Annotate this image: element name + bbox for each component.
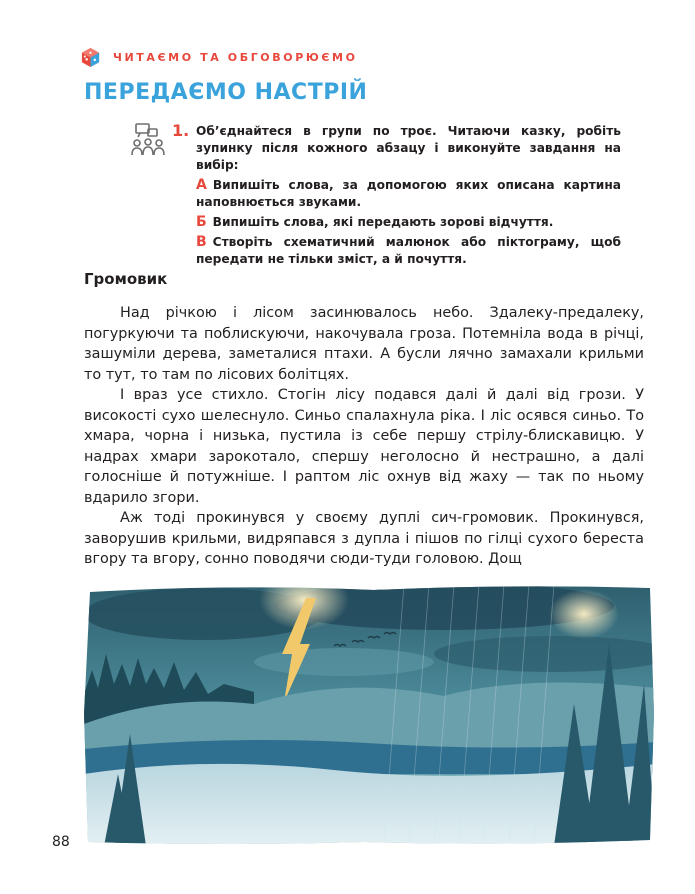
option-letter: А — [196, 177, 207, 193]
option-text: Випишіть слова, за допомогою яких описана картина наповнюється звуками. — [196, 178, 621, 209]
lightning-glow — [549, 589, 619, 639]
page-title: ПЕРЕДАЄМО НАСТРІЙ — [84, 80, 368, 105]
story-title: Громовик — [84, 270, 168, 288]
task-option-a — [196, 177, 621, 211]
story-paragraph: І враз усе стихло. Стогін лісу подався далі й далі від грози. У високості сухо шелеснуло. Синьо спалахнула ріка. І ліс осявся синьо. То хмара, чорна і низька, пустила із себе першу стрілу-блискавицю. У надрах хмари зарокотало, спершу неголосно й нестрашно, а далі голосніше й потужніше. І раптом ліс охнув від жаху — так по ньому вдарило згори. — [84, 387, 644, 506]
section-header — [80, 46, 358, 68]
section-label: ЧИТАЄМО ТА ОБГОВОРЮЄМО — [113, 50, 358, 64]
task-intro: Об’єднайтеся в групи по троє. Читаючи казку, робіть зупинку після кожного абзацу і виконуйте завдання на вибір: — [196, 124, 621, 172]
task-option-b — [196, 214, 621, 231]
group-discussion-icon — [130, 122, 166, 156]
storm-illustration — [84, 584, 656, 846]
option-text: Створіть схематичний малюнок або піктограму, щоб передати не тільки зміст, а й почуття. — [196, 235, 621, 266]
option-letter: В — [196, 234, 207, 250]
page-number: 88 — [52, 834, 70, 850]
dice-icon — [80, 47, 101, 68]
task-number: 1. — [172, 121, 190, 140]
story-paragraph: Аж тоді прокинувся у своєму дуплі сич-громовик. Прокинувся, заворушив крильми, видряпався з дупла і пішов по гілці сухого береста вгору та вгору, сонно поводячи сюди-туди головою. Дощ — [84, 510, 644, 567]
task-instructions — [196, 123, 621, 271]
story-text — [84, 303, 644, 570]
option-text: Випишіть слова, які передають зорові відчуття. — [212, 215, 554, 229]
cloud — [254, 648, 434, 676]
task-option-c — [196, 234, 621, 268]
option-letter: Б — [196, 214, 207, 230]
story-paragraph: Над річкою і лісом засинювалось небо. Здалеку-предалеку, погуркуючи та поблискуючи, накочувала гроза. Потемніла вода в річці, зашуміли дерева, заметалися птахи. А бусли лячно замахали крильми то тут, то там по лісових болітцях. — [84, 305, 644, 383]
